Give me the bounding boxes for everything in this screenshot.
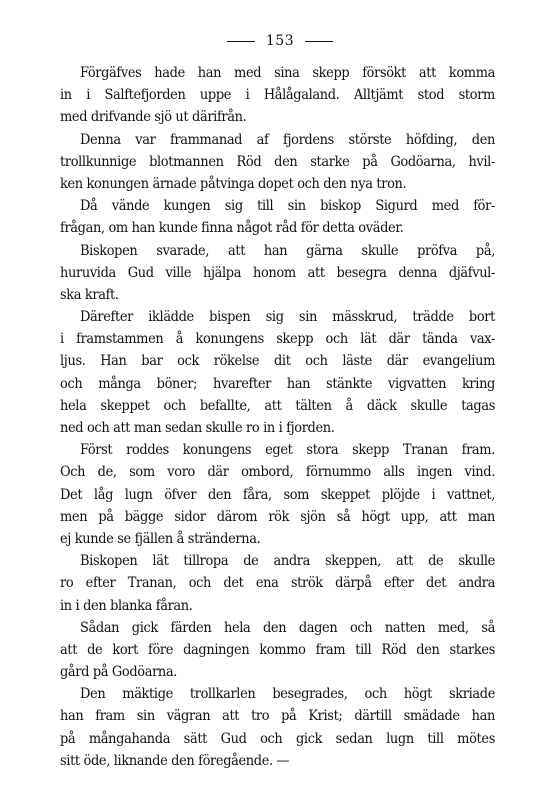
text-line: sitt öde, liknande den föregående. — [60, 752, 290, 769]
header-dash-right [305, 41, 333, 42]
text-line: i framstammen å konungens skepp och lät där tända vax- [60, 331, 495, 348]
text-line: att de kort före dagningen kommo fram till Röd den starkes [60, 641, 495, 658]
text-line: Då vände kungen sig till sin biskop Sigurd med för- [80, 198, 495, 215]
paragraph [60, 617, 495, 684]
text-line: ned och att man sedan skulle ro in i fjorden. [60, 420, 335, 436]
body-text [60, 62, 495, 772]
text-line: Det låg lugn öfver den fåra, som skeppet plöjde i vattnet, [60, 486, 495, 503]
paragraph [60, 129, 495, 196]
text-line: Sådan gick färden hela den dagen och natten med, så [80, 619, 495, 636]
text-line: ken konungen ärnade påtvinga dopet och den nya tron. [60, 175, 407, 192]
paragraph [60, 240, 495, 307]
header-dash-left [227, 41, 255, 42]
text-line: gård på Godöarna. [60, 664, 178, 681]
paragraph [60, 62, 495, 129]
text-line: huruvida Gud ville hjälpa honom att besegra denna djäfvul- [60, 264, 495, 281]
text-line: på mångahanda sätt Gud och gick sedan lugn till mötes [60, 730, 495, 747]
text-line: Och de, som voro där ombord, förnummo alls ingen vind. [60, 464, 495, 481]
paragraph [60, 550, 495, 617]
text-line: men på bägge sidor därom rök sjön så högt upp, att man [60, 508, 495, 525]
text-line: Först roddes konungens eget stora skepp Tranan fram. [80, 442, 495, 459]
text-line: trollkunnige blotmannen Röd den starke på Godöarna, hvil- [60, 153, 495, 170]
text-line: med drifvande sjö ut därifrån. [60, 109, 247, 126]
paragraph [60, 683, 495, 772]
text-line: ljus. Han bar ock rökelse dit och läste där evangelium [60, 353, 495, 370]
text-line: ej kunde se fjällen å stränderna. [60, 530, 261, 547]
paragraph [60, 195, 495, 239]
page-number: 153 [265, 33, 295, 49]
text-line: han fram sin vägran att tro på Krist; därtill smädade han [60, 708, 495, 725]
text-line: in i Salftefjorden uppe i Hålågaland. Alltjämt stod storm [60, 87, 495, 104]
text-line: ro efter Tranan, och det ena strök därpå efter det andra [60, 575, 495, 592]
text-line: Förgäfves hade han med sina skepp försökt att komma [80, 65, 495, 81]
text-line: Biskopen lät tillropa de andra skeppen, att de skulle [80, 553, 495, 570]
text-line: Denna var frammanad af fjordens störste höfding, den [80, 131, 495, 148]
text-line: ska kraft. [60, 286, 119, 303]
text-line: in i den blanka fåran. [60, 597, 193, 614]
paragraph [60, 306, 495, 439]
text-line: och många böner; hvarefter han stänkte vigvatten kring [60, 375, 495, 392]
paragraph [60, 439, 495, 550]
text-line: hela skeppet och befallte, att tälten å däck skulle tagas [60, 397, 495, 414]
text-line: frågan, om han kunde finna något råd för detta oväder. [60, 220, 404, 237]
page-header [0, 33, 560, 49]
text-line: Den mäktige trollkarlen besegrades, och högt skriade [80, 686, 495, 703]
text-line: Biskopen svarade, att han gärna skulle pröfva på, [80, 242, 495, 259]
text-line: Därefter iklädde bispen sig sin mässkrud, trädde bort [80, 309, 495, 326]
